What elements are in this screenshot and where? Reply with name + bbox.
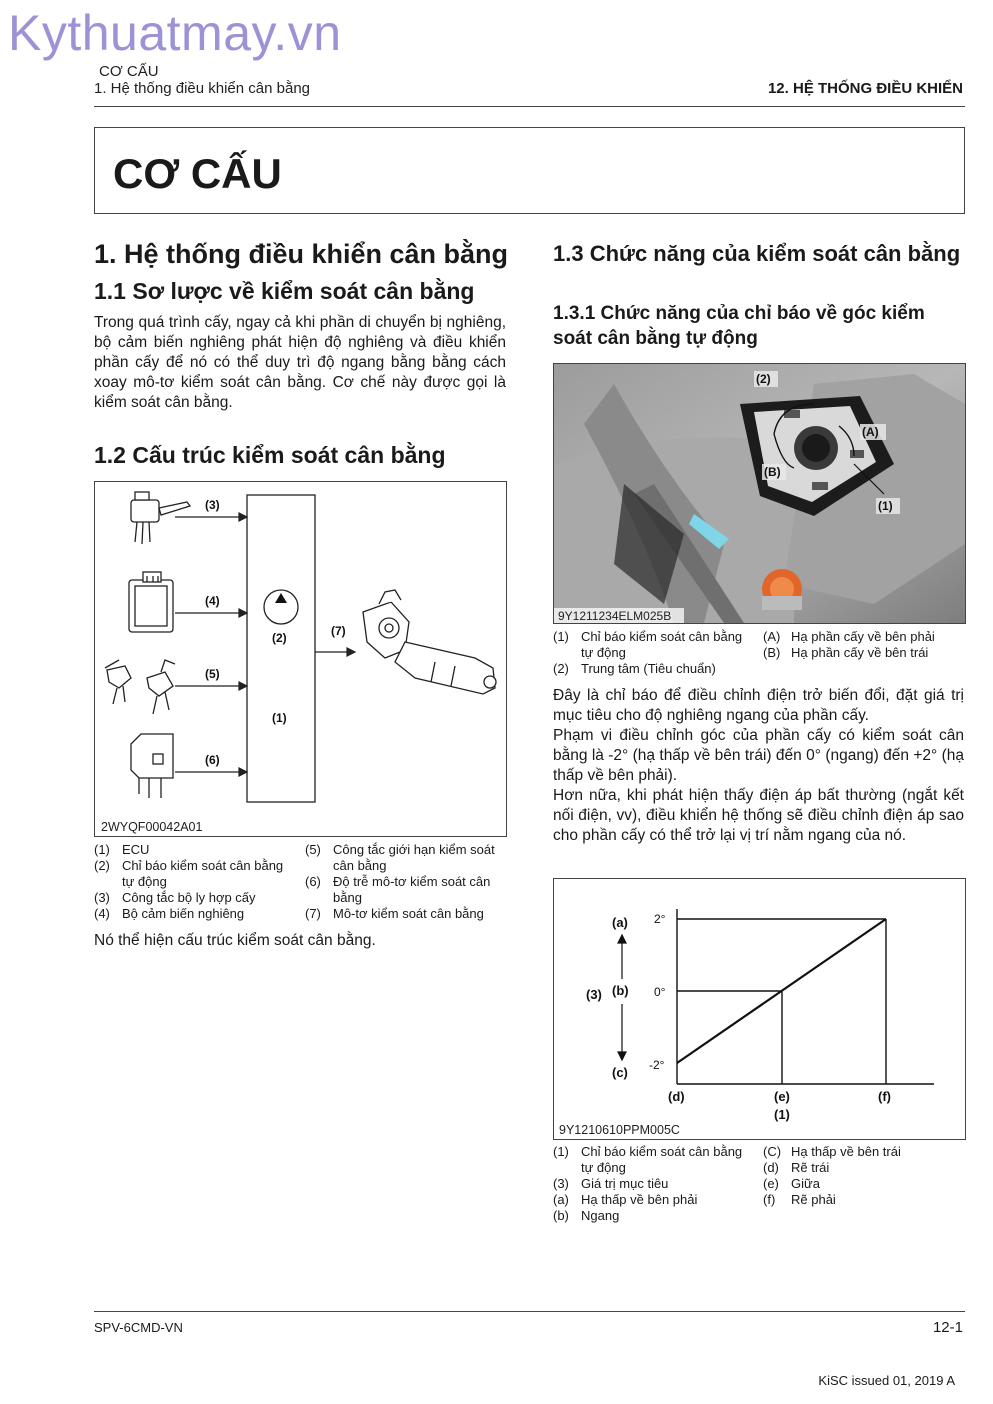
graph-tick-minus2: -2°	[649, 1058, 665, 1072]
fig1-label-4: (4)	[205, 594, 220, 608]
watermark: Kythuatmay.vn	[8, 5, 342, 61]
legend-item: (3) Công tắc bộ ly hợp cấy	[94, 890, 256, 905]
clutch-switch-icon	[131, 492, 190, 544]
paragraph: Phạm vi điều chỉnh góc của phần cấy có kiểm soát cân bằng là -2° (hạ thấp về bên trái) đến 0° (ngang) đến +2° (hạ thấp về bên phải).	[553, 727, 964, 784]
page-title: CƠ CẤU	[113, 150, 282, 197]
heading-1-2: 1.2 Cấu trúc kiểm soát cân bằng	[94, 442, 446, 468]
legend-item: (1) Chỉ báo kiểm soát cân bằng tự động	[553, 1144, 743, 1175]
graph-label-b: (b)	[612, 983, 629, 998]
structure-diagram-svg	[95, 482, 506, 836]
paragraph: Đây là chỉ báo để điều chỉnh điện trở biến đổi, đặt giá trị mục tiêu cho độ nghiêng ngang của phần cấy.	[553, 687, 964, 724]
graph-label-1: (1)	[774, 1107, 790, 1122]
graph-legend-right	[763, 1144, 963, 1208]
photo-label-1: (1)	[878, 499, 893, 513]
heading-1-1: 1.1 Sơ lược về kiểm soát cân bằng	[94, 278, 475, 304]
legend-item: (f) Rẽ phải	[763, 1192, 836, 1207]
structure-legend-right	[305, 842, 505, 922]
legend-item: (a) Hạ thấp về bên phải	[553, 1192, 698, 1207]
legend-item: (B) Hạ phần cấy về bên trái	[763, 645, 929, 660]
footer-rule	[94, 1311, 965, 1312]
header-section: CƠ CẤU	[99, 63, 159, 80]
legend-item: (1) Chỉ báo kiểm soát cân bằng tự động	[553, 629, 743, 660]
legend-item: (3) Giá trị mục tiêu	[553, 1176, 669, 1191]
heading-1: 1. Hệ thống điều khiển cân bằng	[94, 239, 509, 269]
paragraphs-1-3-1	[553, 686, 964, 846]
structure-legend-left	[94, 842, 294, 922]
paragraph: Hơn nữa, khi phát hiện thấy điện áp bất thường (ngắt kết nối điện, vv), điều khiển hệ thống sẽ điều chỉnh điện áp sao cho phần cấy có thể trở lại vị trí nằm ngang của nó.	[553, 787, 964, 844]
graph-label-3: (3)	[586, 987, 602, 1002]
limit-switch-icon	[105, 660, 175, 714]
heading-1-3: 1.3 Chức năng của kiểm soát cân bằng	[553, 241, 961, 266]
legend-item: (5) Công tắc giới hạn kiểm soát cân bằng	[305, 842, 495, 873]
fig1-label-5: (5)	[205, 667, 220, 681]
angle-graph-svg	[554, 879, 965, 1139]
indicator-photo	[553, 363, 966, 624]
graph-legend-left	[553, 1144, 753, 1224]
photo-label-b: (B)	[764, 465, 781, 479]
graph-tick-0: 0°	[654, 985, 666, 999]
indicator-photo-svg	[554, 364, 965, 623]
balance-motor-icon	[363, 590, 496, 694]
legend-item: (A) Hạ phần cấy về bên phải	[763, 629, 935, 644]
legend-item: (C) Hạ thấp về bên trái	[763, 1144, 901, 1159]
fig1-label-3: (3)	[205, 498, 220, 512]
graph-label-e: (e)	[774, 1089, 790, 1104]
fig1-label-7: (7)	[331, 624, 346, 638]
structure-diagram	[94, 481, 507, 837]
photo-label-2: (2)	[756, 372, 771, 386]
paragraph-1-1: Trong quá trình cấy, ngay cả khi phần di chuyển bị nghiêng, bộ cảm biến nghiêng phát hiện độ nghiêng và điều khiển phần cấy để nó có thể duy trì độ ngang bằng bằng cách xoay mô-tơ kiểm soát cân bằng. Cơ chế này được gọi là kiểm soát cân bằng.	[94, 314, 506, 411]
photo-legend-right	[763, 629, 963, 661]
legend-item: (7) Mô-tơ kiểm soát cân bằng	[305, 906, 484, 921]
legend-item: (b) Ngang	[553, 1208, 620, 1223]
graph-label-d: (d)	[668, 1089, 685, 1104]
header-rule	[94, 106, 965, 107]
legend-item: (e) Giữa	[763, 1176, 820, 1191]
angle-graph	[553, 878, 966, 1140]
photo-code: 9Y1211234ELM025B	[558, 609, 672, 623]
heading-1-3-1: 1.3.1 Chức năng của chỉ báo về góc kiểm soát cân bằng tự động	[553, 303, 925, 349]
graph-code: 9Y1210610PPM005C	[559, 1123, 680, 1137]
header-chapter: 12. HỆ THỐNG ĐIỀU KHIỂN	[767, 80, 963, 97]
fig1-label-2: (2)	[272, 631, 287, 645]
graph-label-f: (f)	[878, 1089, 891, 1104]
footer-issued: KiSC issued 01, 2019 A	[818, 1373, 955, 1388]
legend-item: (4) Bộ cảm biến nghiêng	[94, 906, 245, 921]
legend-item: (2) Trung tâm (Tiêu chuẩn)	[553, 661, 716, 676]
photo-label-a: (A)	[862, 425, 879, 439]
ecu-box	[247, 495, 315, 802]
fig1-code: 2WYQF00042A01	[101, 820, 203, 834]
legend-item: (2) Chỉ báo kiểm soát cân bằng tự động	[94, 858, 284, 889]
title-box	[94, 127, 965, 214]
graph-label-c: (c)	[612, 1065, 628, 1080]
legend-item: (1) ECU	[94, 842, 150, 857]
legend-item: (6) Độ trễ mô-tơ kiểm soát cân bằng	[305, 874, 491, 905]
fig1-label-6: (6)	[205, 753, 220, 767]
paragraph-1-2: Nó thể hiện cấu trúc kiểm soát cân bằng.	[94, 932, 376, 949]
photo-legend-left	[553, 629, 753, 677]
legend-item: (d) Rẽ trái	[763, 1160, 830, 1175]
header-subsection: 1. Hệ thống điều khiển cân bằng	[94, 80, 310, 97]
graph-label-a: (a)	[612, 915, 628, 930]
graph-tick-2: 2°	[654, 912, 666, 926]
tilt-sensor-icon	[129, 572, 173, 632]
fig1-label-1: (1)	[272, 711, 287, 725]
motor-relay-icon	[131, 734, 173, 798]
footer-doc-code: SPV-6CMD-VN	[94, 1320, 183, 1335]
footer-page-number: 12-1	[932, 1319, 963, 1336]
